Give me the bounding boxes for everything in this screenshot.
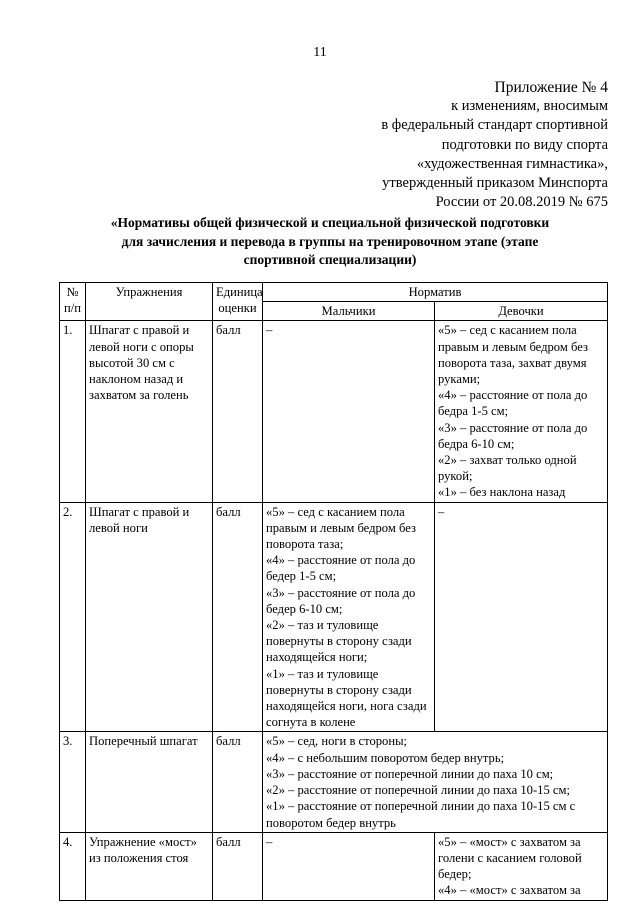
row-unit: балл bbox=[213, 732, 263, 832]
norm-item: «2» – расстояние от поперечной линии до паха 10-15 см; bbox=[266, 783, 570, 798]
row-girls bbox=[435, 321, 608, 502]
row-girls bbox=[435, 832, 608, 900]
norm-item: «4» – расстояние от пола до бедер 1-5 см; bbox=[266, 553, 416, 584]
norm-item: «4» – расстояние от пола до бедра 1-5 см; bbox=[438, 388, 588, 419]
norm-item: «1» – расстояние от поперечной линии до паха 10-15 см с поворотом бедер внутрь bbox=[266, 799, 576, 830]
norm-item: «3» – расстояние от пола до бедра 6-10 см; bbox=[438, 420, 588, 451]
header-unit: Единица оценки bbox=[213, 283, 263, 321]
header-num: № п/п bbox=[60, 283, 86, 321]
header-norm: Норматив bbox=[263, 283, 608, 302]
appendix-line: подготовки по виду спорта bbox=[441, 136, 608, 153]
row-exercise: Поперечный шпагат bbox=[86, 732, 213, 832]
norm-item: «3» – расстояние от пола до бедер 6-10 см; bbox=[266, 585, 416, 616]
row-girls: – bbox=[435, 502, 608, 732]
appendix-line: утвержденный приказом Минспорта bbox=[382, 175, 608, 192]
norm-item: «5» – сед с касанием пола правым и левым бедром без поворота таза; bbox=[266, 504, 416, 552]
norm-item: «5» – сед, ноги в стороны; bbox=[266, 734, 408, 749]
row-unit: балл bbox=[213, 502, 263, 732]
appendix-line: «художественная гимнастика», bbox=[416, 155, 608, 172]
row-boys: – bbox=[263, 832, 435, 900]
appendix-line: к изменениям, вносимым bbox=[451, 98, 608, 115]
table-header-row bbox=[60, 283, 608, 302]
row-num: 3. bbox=[60, 732, 86, 832]
row-num: 1. bbox=[60, 321, 86, 502]
table-row bbox=[60, 321, 608, 502]
norms-table bbox=[59, 282, 608, 901]
norm-item: «1» – без наклона назад bbox=[438, 485, 566, 500]
row-exercise: Шпагат с правой и левой ноги bbox=[86, 502, 213, 732]
norm-item: «1» – таз и туловище повернуты в сторону сзади находящейся ноги, нога сзади согнута в колене bbox=[266, 666, 427, 730]
header-exercise: Упражнения bbox=[86, 283, 213, 321]
norm-item: «4» – с небольшим поворотом бедер внутрь; bbox=[266, 750, 505, 765]
appendix-title: Приложение № 4 bbox=[494, 79, 608, 96]
row-exercise: Шпагат с правой и левой ноги с опоры высотой 30 см с наклоном назад и захватом за голень bbox=[86, 321, 213, 502]
document-title-line: спортивной специализации) bbox=[243, 252, 417, 267]
document-title bbox=[60, 214, 600, 270]
norm-item: «2» – таз и туловище повернуты в сторону сзади находящейся ноги; bbox=[266, 618, 412, 665]
norm-item: «5» – «мост» с захватом за голени с касанием головой бедер; bbox=[438, 834, 582, 882]
document-title-line: «Нормативы общей физической и специальной физической подготовки bbox=[110, 215, 550, 230]
appendix-header bbox=[381, 78, 608, 212]
appendix-line: в федеральный стандарт спортивной bbox=[381, 117, 608, 134]
row-num: 2. bbox=[60, 502, 86, 732]
row-unit: балл bbox=[213, 321, 263, 502]
row-unit: балл bbox=[213, 832, 263, 900]
header-girls: Девочки bbox=[435, 302, 608, 321]
norm-item: «3» – расстояние от поперечной линии до паха 10 см; bbox=[266, 766, 554, 781]
page-number: 11 bbox=[313, 45, 327, 60]
norm-item: «4» – «мост» с захватом за bbox=[438, 883, 581, 898]
row-norm-combined bbox=[263, 732, 608, 832]
row-boys: – bbox=[263, 321, 435, 502]
norm-item: «5» – сед с касанием пола правым и левым бедром без поворота таза, захват двумя руками; bbox=[438, 323, 588, 387]
table-row bbox=[60, 832, 608, 900]
table-row bbox=[60, 502, 608, 732]
row-num: 4. bbox=[60, 832, 86, 900]
row-exercise: Упражнение «мост» из положения стоя bbox=[86, 832, 213, 900]
appendix-line: России от 20.08.2019 № 675 bbox=[435, 194, 608, 211]
row-boys bbox=[263, 502, 435, 732]
header-boys: Мальчики bbox=[263, 302, 435, 321]
document-title-line: для зачисления и перевода в группы на тренировочном этапе (этапе bbox=[121, 233, 539, 249]
table-row bbox=[60, 732, 608, 832]
norm-item: «2» – захват только одной рукой; bbox=[438, 453, 577, 484]
